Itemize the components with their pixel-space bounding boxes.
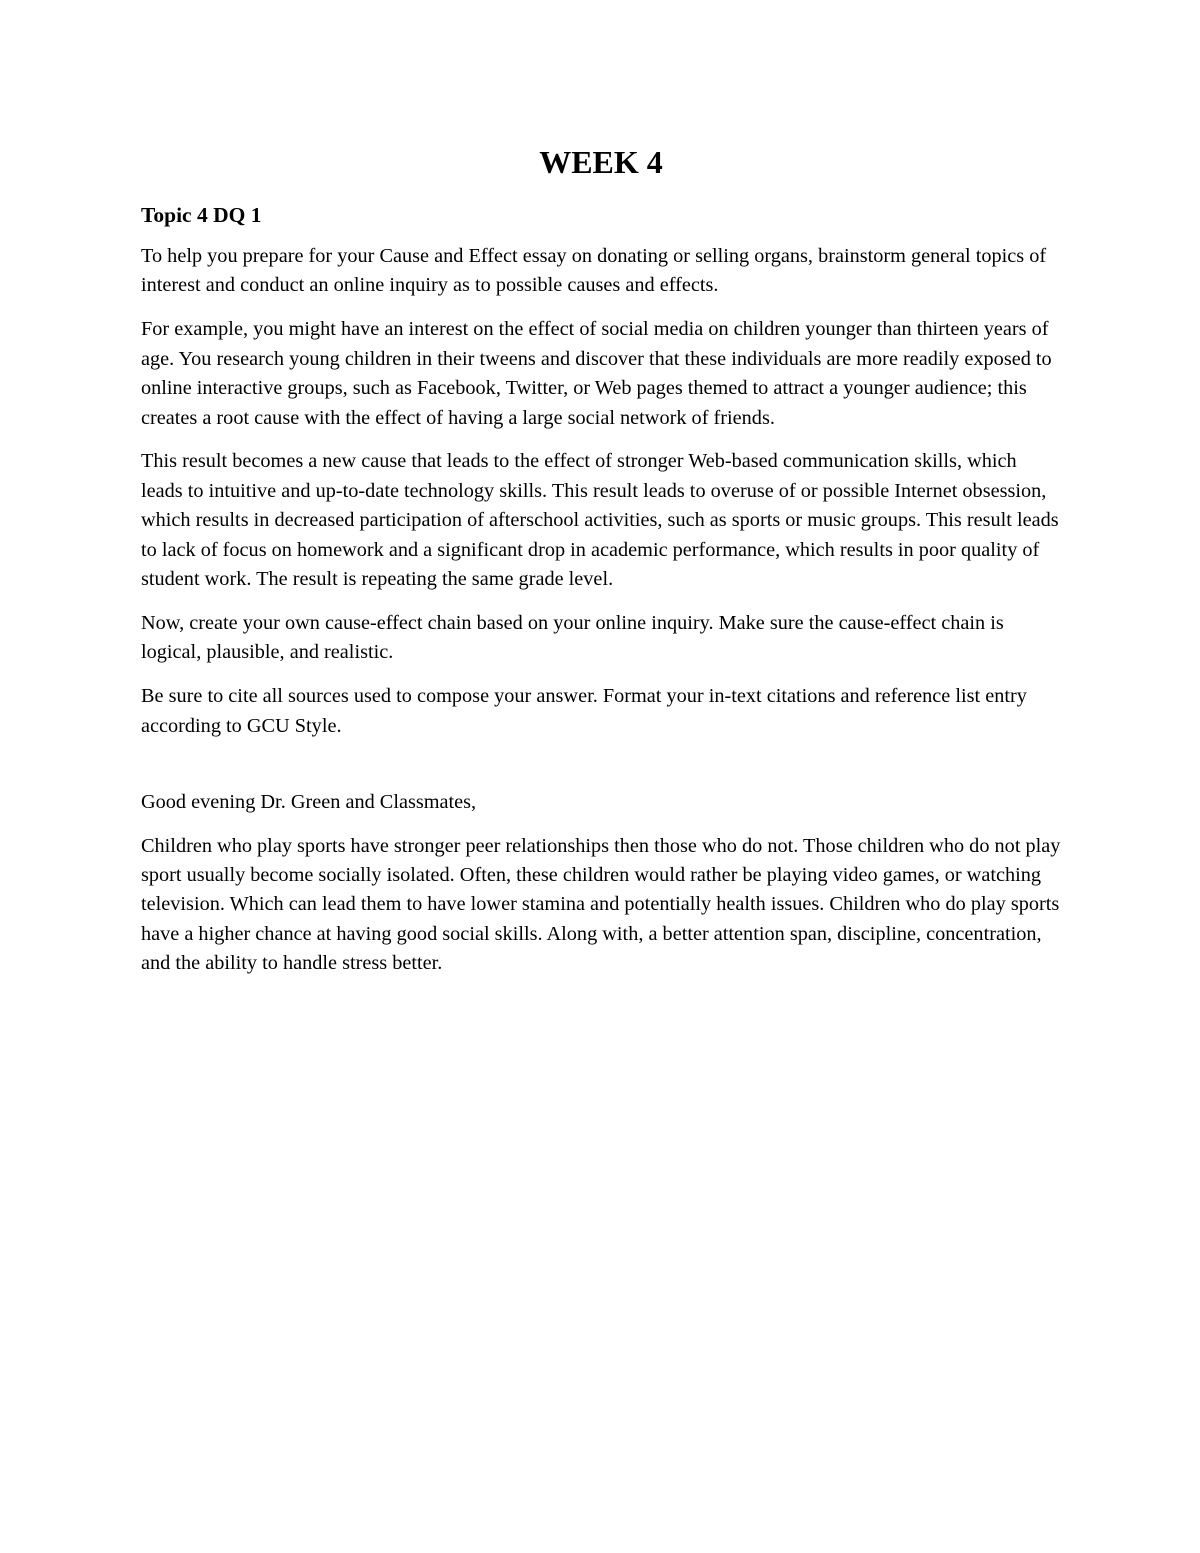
section-spacer	[141, 756, 1061, 788]
page-title: WEEK 4	[539, 144, 663, 180]
prompt-paragraph-3: This result becomes a new cause that leads to the effect of stronger Web-based communication skills, which leads to intuitive and up-to-date technology skills. This result leads to overuse of or possible Internet obsession, which results in decreased participation of afterschool activities, such as sports or music groups. This result leads to lack of focus on homework and a significant drop in academic performance, which results in poor quality of student work. The result is repeating the same grade level.	[141, 450, 1059, 591]
prompt-paragraph-2: For example, you might have an interest on the effect of social media on children younger than thirteen years of age. You research young children in their tweens and discover that these individuals are more readily exposed to online interactive groups, such as Facebook, Twitter, or Web pages themed to attract a younger audience; this creates a root cause with the effect of having a large social network of friends.	[141, 318, 1052, 429]
greeting: Good evening Dr. Green and Classmates,	[141, 790, 477, 813]
response-paragraph: Children who play sports have stronger peer relationships then those who do not. Those children who do not play sport usually become socially isolated. Often, these children would rather be playing video games, or watching television. Which can lead them to have lower stamina and potentially health issues. Children who do play sports have a higher chance at having good social skills. Along with, a better attention span, discipline, concentration, and the ability to handle stress better.	[141, 834, 1061, 975]
prompt-paragraph-5: Be sure to cite all sources used to compose your answer. Format your in-text citations and reference list entry according to GCU Style.	[141, 685, 1027, 737]
document-body	[141, 138, 1061, 993]
topic-heading: Topic 4 DQ 1	[141, 203, 262, 227]
prompt-paragraph-4: Now, create your own cause-effect chain based on your online inquiry. Make sure the cause-effect chain is logical, plausible, and realistic.	[141, 611, 1004, 664]
prompt-paragraph-1: To help you prepare for your Cause and Effect essay on donating or selling organs, brainstorm general topics of interest and conduct an online inquiry as to possible causes and effects.	[141, 245, 1047, 297]
